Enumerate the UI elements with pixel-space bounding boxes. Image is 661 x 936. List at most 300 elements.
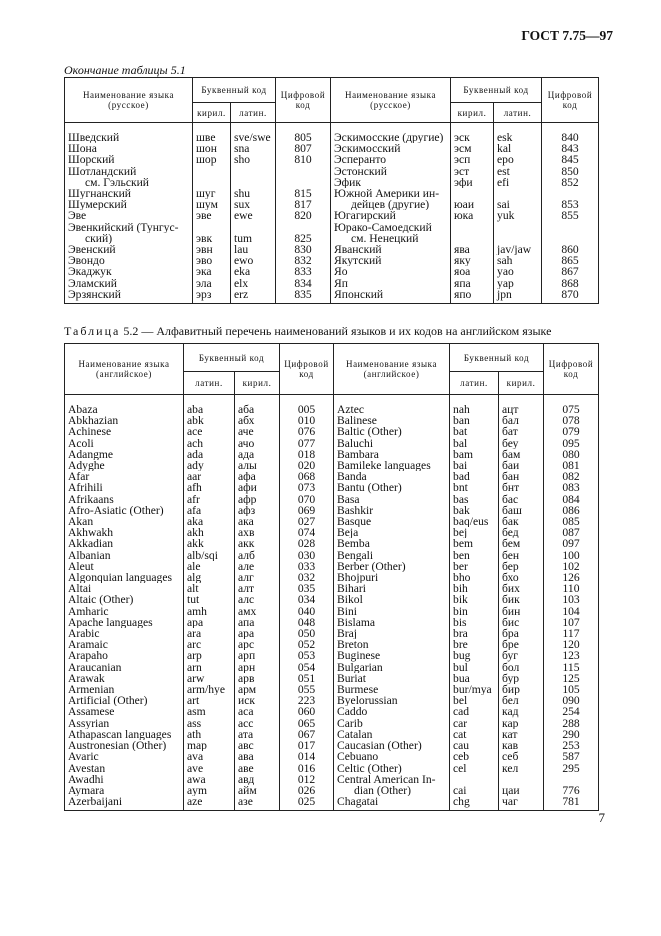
code-1-cell: abk xyxy=(184,415,235,426)
code-1-cell: aar xyxy=(184,471,235,482)
code-1-cell: map xyxy=(184,740,235,751)
digital-code-cell: 086 xyxy=(544,505,599,516)
lang-name-cell: Apache languages xyxy=(65,617,184,628)
digital-code-cell: 040 xyxy=(280,606,334,617)
lang-name-cell: Caucasian (Other) xyxy=(334,740,450,751)
lang-name-cell: Bengali xyxy=(334,550,450,561)
table-row xyxy=(65,763,599,774)
lang-name-cell: Шведский xyxy=(65,123,193,144)
lang-name-cell: Avestan xyxy=(65,763,184,774)
table-row xyxy=(65,255,599,266)
code-1-cell: afh xyxy=(184,482,235,493)
code-1-cell: эве xyxy=(193,210,231,221)
code-2-cell: алс xyxy=(235,594,280,605)
table-row xyxy=(65,449,599,460)
code-1-cell: ber xyxy=(450,561,499,572)
code-2-cell: бир xyxy=(499,684,544,695)
digital-code-cell: 012 xyxy=(280,774,334,785)
code-2-cell: ака xyxy=(235,516,280,527)
digital-code-cell: 825 xyxy=(276,233,331,244)
digital-code-cell: 254 xyxy=(544,706,599,717)
lang-name-cell: Bini xyxy=(334,606,450,617)
table-row xyxy=(65,740,599,751)
code-1-cell: яоа xyxy=(451,266,494,277)
code-1-cell: ava xyxy=(184,751,235,762)
code-2-cell: авд xyxy=(235,774,280,785)
table-row xyxy=(65,561,599,572)
lang-name-cell: Эскимосские (другие) xyxy=(331,123,451,144)
code-2-cell: бас xyxy=(499,494,544,505)
lang-name-cell: Araucanian xyxy=(65,662,184,673)
table-row xyxy=(65,628,599,639)
lang-name-cell: Albanian xyxy=(65,550,184,561)
table-row xyxy=(65,673,599,684)
digital-code-cell: 048 xyxy=(280,617,334,628)
digital-code-cell: 835 xyxy=(276,289,331,304)
digital-code-cell: 084 xyxy=(544,494,599,505)
digital-code-cell: 815 xyxy=(276,188,331,199)
code-2-cell: kal xyxy=(494,143,542,154)
lang-name-cell: Aztec xyxy=(334,395,450,416)
table-row xyxy=(65,594,599,605)
code-1-cell: bas xyxy=(450,494,499,505)
code-1-cell: эка xyxy=(193,266,231,277)
table-row xyxy=(65,684,599,695)
lang-name-cell: Awadhi xyxy=(65,774,184,785)
digital-code-cell xyxy=(542,188,599,199)
code-1-cell: arm/hye xyxy=(184,684,235,695)
digital-code-cell: 833 xyxy=(276,266,331,277)
code-1-cell: bis xyxy=(450,617,499,628)
code-1-cell: эвн xyxy=(193,244,231,255)
digital-code-cell xyxy=(276,166,331,177)
lang-name-cell: ский) xyxy=(65,233,193,244)
digital-code-cell: 104 xyxy=(544,606,599,617)
code-2-cell: бол xyxy=(499,662,544,673)
code-2-cell: арс xyxy=(235,639,280,650)
code-1-cell: шум xyxy=(193,199,231,210)
code-2-cell: ахв xyxy=(235,527,280,538)
lang-name-cell: dian (Other) xyxy=(334,785,450,796)
lang-name-cell: Afro-Asiatic (Other) xyxy=(65,505,184,516)
lang-name-cell: см. Гэльский xyxy=(65,177,193,188)
code-2-cell: бра xyxy=(499,628,544,639)
code-1-cell xyxy=(451,233,494,244)
code-1-cell: bnt xyxy=(450,482,499,493)
code-2-cell: бан xyxy=(499,471,544,482)
code-1-cell: afa xyxy=(184,505,235,516)
table-row xyxy=(65,639,599,650)
lang-name-cell: Buriat xyxy=(334,673,450,684)
code-1-cell: chg xyxy=(450,796,499,811)
col-header-lat: латин. xyxy=(231,103,276,123)
col-header-letter: Буквенный код xyxy=(450,344,544,372)
digital-code-cell: 080 xyxy=(544,449,599,460)
code-2-cell: баш xyxy=(499,505,544,516)
lang-name-cell: Arapaho xyxy=(65,650,184,661)
code-1-cell: ada xyxy=(184,449,235,460)
digital-code-cell: 083 xyxy=(544,482,599,493)
digital-code-cell: 082 xyxy=(544,471,599,482)
code-1-cell: bih xyxy=(450,583,499,594)
code-1-cell xyxy=(451,188,494,199)
code-2-cell: аба xyxy=(235,395,280,416)
lang-name-cell: Altaic (Other) xyxy=(65,594,184,605)
code-2-cell: кав xyxy=(499,740,544,751)
code-2-cell: алг xyxy=(235,572,280,583)
lang-name-cell: Assyrian xyxy=(65,718,184,729)
code-1-cell: bad xyxy=(450,471,499,482)
code-1-cell: ceb xyxy=(450,751,499,762)
digital-code-cell: 100 xyxy=(544,550,599,561)
code-2-cell: бам xyxy=(499,449,544,460)
lang-name-cell: Эсперанто xyxy=(331,154,451,165)
code-2-cell: epo xyxy=(494,154,542,165)
code-2-cell: бат xyxy=(499,426,544,437)
lang-name-cell: Экаджук xyxy=(65,266,193,277)
digital-code-cell: 117 xyxy=(544,628,599,639)
code-2-cell: jav/jaw xyxy=(494,244,542,255)
digital-code-cell: 032 xyxy=(280,572,334,583)
code-1-cell: ass xyxy=(184,718,235,729)
table-row xyxy=(65,289,599,304)
code-2-cell: цаи xyxy=(499,785,544,796)
code-1-cell: эск xyxy=(451,123,494,144)
digital-code-cell: 087 xyxy=(544,527,599,538)
table-row xyxy=(65,550,599,561)
lang-name-cell: Braj xyxy=(334,628,450,639)
digital-code-cell: 853 xyxy=(542,199,599,210)
lang-name-cell: Bashkir xyxy=(334,505,450,516)
lang-name-cell: Artificial (Other) xyxy=(65,695,184,706)
col-header-letter: Буквенный код xyxy=(184,344,280,372)
code-2-cell: аса xyxy=(235,706,280,717)
table-row xyxy=(65,729,599,740)
code-2-cell: кад xyxy=(499,706,544,717)
code-1-cell xyxy=(450,774,499,785)
code-1-cell: ady xyxy=(184,460,235,471)
lang-name-cell: Amharic xyxy=(65,606,184,617)
digital-code-cell: 115 xyxy=(544,662,599,673)
code-2-cell: sux xyxy=(231,199,276,210)
code-1-cell xyxy=(193,177,231,188)
digital-code-cell: 810 xyxy=(276,154,331,165)
col-header-digit: Цифровой код xyxy=(542,78,599,123)
code-2-cell: бнт xyxy=(499,482,544,493)
lang-name-cell: Aymara xyxy=(65,785,184,796)
digital-code-cell: 077 xyxy=(280,438,334,449)
lang-name-cell: Akkadian xyxy=(65,538,184,549)
digital-code-cell: 805 xyxy=(276,123,331,144)
table-row xyxy=(65,222,599,233)
table-row xyxy=(65,662,599,673)
digital-code-cell: 068 xyxy=(280,471,334,482)
code-2-cell: esk xyxy=(494,123,542,144)
lang-name-cell: Abkhazian xyxy=(65,415,184,426)
lang-name-cell: Шумерский xyxy=(65,199,193,210)
digital-code-cell: 102 xyxy=(544,561,599,572)
code-2-cell xyxy=(231,177,276,188)
lang-name-cell: Шона xyxy=(65,143,193,154)
lang-name-cell: Azerbaijani xyxy=(65,796,184,811)
lang-name-cell: Athapascan languages xyxy=(65,729,184,740)
lang-name-cell: Burmese xyxy=(334,684,450,695)
code-2-cell: бал xyxy=(499,415,544,426)
lang-name-cell: Юрако-Самоедский xyxy=(331,222,451,233)
code-2-cell: yao xyxy=(494,266,542,277)
code-2-cell: ара xyxy=(235,628,280,639)
code-2-cell: lau xyxy=(231,244,276,255)
code-1-cell: car xyxy=(450,718,499,729)
table2-caption-text: 5.2 — Алфавитный перечень наименований языков и их кодов на английском языке xyxy=(123,324,552,338)
digital-code-cell: 776 xyxy=(544,785,599,796)
table-row xyxy=(65,482,599,493)
lang-name-cell: Beja xyxy=(334,527,450,538)
table-row xyxy=(65,606,599,617)
digital-code-cell: 028 xyxy=(280,538,334,549)
digital-code-cell: 079 xyxy=(544,426,599,437)
digital-code-cell: 052 xyxy=(280,639,334,650)
digital-code-cell: 090 xyxy=(544,695,599,706)
code-1-cell: aka xyxy=(184,516,235,527)
lang-name-cell: Abaza xyxy=(65,395,184,416)
table-row xyxy=(65,278,599,289)
code-1-cell: bho xyxy=(450,572,499,583)
table-row xyxy=(65,210,599,221)
code-1-cell: nah xyxy=(450,395,499,416)
col-header-letter: Буквенный код xyxy=(193,78,276,103)
code-2-cell: азе xyxy=(235,796,280,811)
table-row xyxy=(65,143,599,154)
code-2-cell: est xyxy=(494,166,542,177)
table-row xyxy=(65,650,599,661)
lang-name-cell: Aleut xyxy=(65,561,184,572)
code-1-cell: япо xyxy=(451,289,494,304)
lang-name-cell: Akhwakh xyxy=(65,527,184,538)
code-1-cell: bat xyxy=(450,426,499,437)
code-2-cell: ава xyxy=(235,751,280,762)
code-1-cell: amh xyxy=(184,606,235,617)
code-2-cell: алы xyxy=(235,460,280,471)
code-1-cell xyxy=(193,222,231,233)
code-1-cell: cai xyxy=(450,785,499,796)
digital-code-cell: 123 xyxy=(544,650,599,661)
digital-code-cell xyxy=(542,222,599,233)
table-row xyxy=(65,505,599,516)
code-2-cell: shu xyxy=(231,188,276,199)
code-1-cell: эст xyxy=(451,166,494,177)
lang-name-cell: Adangme xyxy=(65,449,184,460)
code-2-cell: апа xyxy=(235,617,280,628)
lang-name-cell: Эламский xyxy=(65,278,193,289)
code-1-cell: ara xyxy=(184,628,235,639)
digital-code-cell: 027 xyxy=(280,516,334,527)
lang-name-cell: Basque xyxy=(334,516,450,527)
digital-code-cell: 074 xyxy=(280,527,334,538)
code-1-cell: эфи xyxy=(451,177,494,188)
code-2-cell: кел xyxy=(499,763,544,774)
code-2-cell: афз xyxy=(235,505,280,516)
lang-name-cell: Югагирский xyxy=(331,210,451,221)
lang-name-cell: Afrikaans xyxy=(65,494,184,505)
code-2-cell: кар xyxy=(499,718,544,729)
digital-code-cell: 005 xyxy=(280,395,334,416)
col-header-lat: латин. xyxy=(184,372,235,395)
digital-code-cell: 852 xyxy=(542,177,599,188)
lang-name-cell: Эвенский xyxy=(65,244,193,255)
digital-code-cell: 069 xyxy=(280,505,334,516)
digital-code-cell: 010 xyxy=(280,415,334,426)
table-row xyxy=(65,395,599,416)
col-header-name: Наименование языка (английское) xyxy=(65,344,184,395)
code-2-cell xyxy=(231,166,276,177)
code-1-cell: эсп xyxy=(451,154,494,165)
code-2-cell: sna xyxy=(231,143,276,154)
lang-name-cell: Altai xyxy=(65,583,184,594)
table-row xyxy=(65,188,599,199)
code-1-cell: bug xyxy=(450,650,499,661)
digital-code-cell: 017 xyxy=(280,740,334,751)
code-1-cell: bai xyxy=(450,460,499,471)
code-2-cell: але xyxy=(235,561,280,572)
code-2-cell: асс xyxy=(235,718,280,729)
lang-name-cell: Якутский xyxy=(331,255,451,266)
code-2-cell: бре xyxy=(499,639,544,650)
code-2-cell: бер xyxy=(499,561,544,572)
table-5-2 xyxy=(64,343,599,811)
col-header-cyr: кирил. xyxy=(193,103,231,123)
code-1-cell: bin xyxy=(450,606,499,617)
digital-code-cell: 105 xyxy=(544,684,599,695)
lang-name-cell: Aramaic xyxy=(65,639,184,650)
code-1-cell: arn xyxy=(184,662,235,673)
digital-code-cell: 067 xyxy=(280,729,334,740)
digital-code-cell: 035 xyxy=(280,583,334,594)
digital-code-cell: 016 xyxy=(280,763,334,774)
lang-name-cell: Эскимосский xyxy=(331,143,451,154)
code-2-cell: sho xyxy=(231,154,276,165)
table-row xyxy=(65,154,599,165)
digital-code-cell: 078 xyxy=(544,415,599,426)
lang-name-cell: Bemba xyxy=(334,538,450,549)
digital-code-cell: 807 xyxy=(276,143,331,154)
lang-name-cell: Banda xyxy=(334,471,450,482)
code-1-cell: bak xyxy=(450,505,499,516)
code-2-cell: ацт xyxy=(499,395,544,416)
code-1-cell: bur/mya xyxy=(450,684,499,695)
code-2-cell: арп xyxy=(235,650,280,661)
code-1-cell: эсм xyxy=(451,143,494,154)
code-1-cell: cau xyxy=(450,740,499,751)
lang-name-cell: Arawak xyxy=(65,673,184,684)
lang-name-cell: Cebuano xyxy=(334,751,450,762)
code-2-cell: ачо xyxy=(235,438,280,449)
code-2-cell xyxy=(499,774,544,785)
col-header-name: Наименование языка (русское) xyxy=(331,78,451,123)
lang-name-cell: Bhojpuri xyxy=(334,572,450,583)
digital-code-cell: 018 xyxy=(280,449,334,460)
code-1-cell: cad xyxy=(450,706,499,717)
code-2-cell: ewe xyxy=(231,210,276,221)
code-1-cell: эво xyxy=(193,255,231,266)
code-2-cell: арм xyxy=(235,684,280,695)
col-header-lat: латин. xyxy=(494,103,542,123)
table-row xyxy=(65,706,599,717)
digital-code-cell xyxy=(544,774,599,785)
code-2-cell: чаг xyxy=(499,796,544,811)
code-1-cell: ath xyxy=(184,729,235,740)
digital-code-cell: 110 xyxy=(544,583,599,594)
digital-code-cell: 053 xyxy=(280,650,334,661)
code-1-cell: ace xyxy=(184,426,235,437)
table2-caption xyxy=(64,324,551,339)
col-header-digit: Цифровой код xyxy=(544,344,599,395)
code-2-cell: бих xyxy=(499,583,544,594)
lang-name-cell: Японский xyxy=(331,289,451,304)
code-1-cell: tut xyxy=(184,594,235,605)
col-header-lat: латин. xyxy=(450,372,499,395)
lang-name-cell: Achinese xyxy=(65,426,184,437)
table-row xyxy=(65,617,599,628)
code-2-cell: бхо xyxy=(499,572,544,583)
lang-name-cell: Эстонский xyxy=(331,166,451,177)
code-2-cell: бис xyxy=(499,617,544,628)
lang-name-cell: дейцев (другие) xyxy=(331,199,451,210)
code-1-cell: шве xyxy=(193,123,231,144)
table-row xyxy=(65,718,599,729)
digital-code-cell: 840 xyxy=(542,123,599,144)
lang-name-cell: Central American In- xyxy=(334,774,450,785)
digital-code-cell: 290 xyxy=(544,729,599,740)
digital-code-cell: 014 xyxy=(280,751,334,762)
code-2-cell: бак xyxy=(499,516,544,527)
code-1-cell: alt xyxy=(184,583,235,594)
lang-name-cell: Afrihili xyxy=(65,482,184,493)
digital-code-cell: 870 xyxy=(542,289,599,304)
lang-name-cell: Bamileke languages xyxy=(334,460,450,471)
digital-code-cell: 126 xyxy=(544,572,599,583)
code-1-cell: ben xyxy=(450,550,499,561)
digital-code-cell: 288 xyxy=(544,718,599,729)
lang-name-cell: Bikol xyxy=(334,594,450,605)
col-header-letter: Буквенный код xyxy=(451,78,542,103)
code-1-cell: bej xyxy=(450,527,499,538)
code-1-cell: aym xyxy=(184,785,235,796)
lang-name-cell: Balinese xyxy=(334,415,450,426)
digital-code-cell: 034 xyxy=(280,594,334,605)
code-1-cell: bem xyxy=(450,538,499,549)
digital-code-cell: 097 xyxy=(544,538,599,549)
code-2-cell: арн xyxy=(235,662,280,673)
lang-name-cell: Baltic (Other) xyxy=(334,426,450,437)
lang-name-cell: Эфик xyxy=(331,177,451,188)
code-1-cell: ach xyxy=(184,438,235,449)
code-2-cell xyxy=(231,222,276,233)
code-1-cell: эрз xyxy=(193,289,231,304)
code-2-cell: jpn xyxy=(494,289,542,304)
lang-name-cell: Celtic (Other) xyxy=(334,763,450,774)
code-2-cell: акк xyxy=(235,538,280,549)
code-2-cell: бел xyxy=(499,695,544,706)
digital-code-cell: 070 xyxy=(280,494,334,505)
code-2-cell: авс xyxy=(235,740,280,751)
digital-code-cell: 781 xyxy=(544,796,599,811)
digital-code-cell: 843 xyxy=(542,143,599,154)
digital-code-cell: 020 xyxy=(280,460,334,471)
lang-name-cell: Chagatai xyxy=(334,796,450,811)
code-1-cell: ave xyxy=(184,763,235,774)
code-2-cell: беу xyxy=(499,438,544,449)
